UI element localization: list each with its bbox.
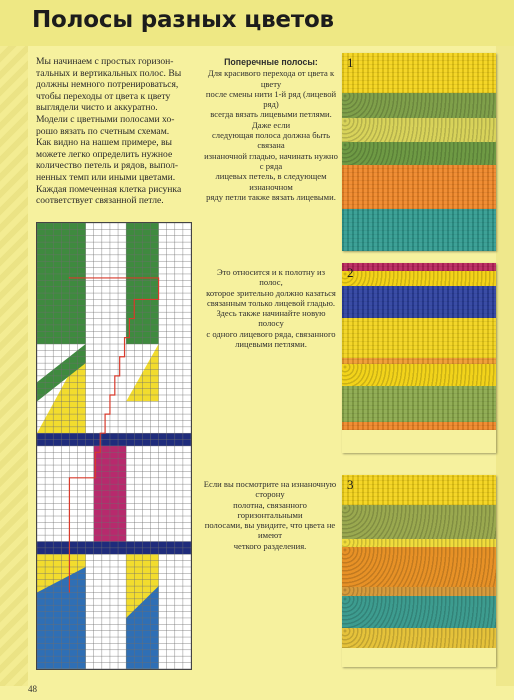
- swatch-stripe: [342, 142, 496, 165]
- intro-line: Каждая помеченная клетка рисунка: [36, 183, 182, 195]
- intro-line: тальных и вертикальных полос. Вы: [36, 67, 182, 79]
- knit-swatch-2: [342, 263, 496, 453]
- intro-line: чтобы переходы от цвета к цвету: [36, 90, 171, 102]
- caption-line: лицевых петель, в следующем изнаночном: [215, 171, 327, 192]
- intro-line: Мы начинаем с простых горизон-: [36, 56, 174, 67]
- swatch-stripe: [342, 318, 496, 358]
- swatch-stripe: [342, 475, 496, 505]
- knitting-chart-grid: [37, 223, 191, 669]
- caption-line: всегда вязать лицевыми петлями. Даже если: [210, 109, 332, 130]
- caption-line: следующая полоса должна быть связана: [211, 130, 331, 151]
- swatch-stripe: [342, 596, 496, 628]
- swatch-stripe: [342, 286, 496, 318]
- intro-line: можете легко определить нужное: [36, 148, 173, 160]
- intro-line: должны немного потренироваться,: [36, 79, 179, 91]
- decorative-right-strip: [496, 46, 514, 686]
- swatch-stripe: [342, 539, 496, 547]
- swatch-number: 2: [347, 265, 354, 280]
- caption-wrong-side: [200, 479, 340, 551]
- swatch-number: 3: [347, 477, 354, 492]
- caption-title: Поперечные полосы:: [224, 57, 318, 67]
- caption-horizontal-stripes: [204, 57, 338, 202]
- swatch-stripe: [342, 547, 496, 587]
- caption-line: ряду петли также вязать лицевыми.: [206, 191, 336, 202]
- intro-line: Модели с цветными полосами хо-: [36, 113, 175, 125]
- swatch-stripe: [342, 93, 496, 118]
- knit-swatch-1: [342, 53, 496, 251]
- caption-line: Это относится и к полотну из полос,: [216, 267, 326, 288]
- caption-line: связанным только лицевой гладью.: [206, 297, 336, 308]
- intro-text: [36, 56, 196, 207]
- intro-line: соответствует связанной петле.: [36, 195, 164, 207]
- swatch-stripe: [342, 165, 496, 209]
- swatch-stripe: [342, 53, 496, 93]
- swatch-number: 1: [347, 55, 354, 70]
- caption-line: с одного лицевого ряда, связанного: [206, 328, 336, 339]
- swatch-stripe: [342, 364, 496, 386]
- swatch-stripe: [342, 263, 496, 271]
- knitting-chart: [36, 222, 192, 670]
- knit-swatch-3: [342, 475, 496, 667]
- caption-line: которое зрительно должно казаться: [206, 287, 336, 298]
- swatch-stripe: [342, 422, 496, 430]
- swatch-stripe: [342, 118, 496, 142]
- intro-line: выглядели чисто и аккуратно.: [36, 102, 158, 114]
- caption-line: изнаночной гладью, начинать нужно с ряда: [204, 150, 338, 171]
- swatch-stripe: [342, 386, 496, 422]
- swatch-stripe: [342, 271, 496, 286]
- swatch-stripe: [342, 505, 496, 539]
- swatch-stripe: [342, 628, 496, 648]
- caption-line: полотна, связанного горизонтальными: [233, 499, 307, 520]
- page-title: Полосы разных цветов: [32, 7, 334, 33]
- caption-line: четкого разделения.: [233, 540, 307, 551]
- caption-line: полосами, вы увидите, что цвета не имеют: [204, 520, 336, 541]
- intro-line: ненных темп или иными цветами.: [36, 171, 176, 183]
- intro-line: рошо вязать по счетным схемам.: [36, 125, 170, 137]
- caption-line: после смены нити 1-й ряд (лицевой ряд): [205, 88, 337, 110]
- intro-line: количество петель и рядов, выпол-: [36, 160, 179, 172]
- caption-line: Для красивого перехода от цвета к цвету: [207, 68, 335, 89]
- swatch-stripe: [342, 587, 496, 596]
- caption-line: лицевыми петлями.: [235, 339, 307, 350]
- caption-line: Если вы посмотрите на изнаночную сторону: [203, 479, 337, 500]
- intro-line: Как видно на нашем примере, вы: [36, 137, 172, 149]
- swatch-stripe: [342, 209, 496, 251]
- caption-line: Здесь также начинайте новую полосу: [216, 308, 326, 329]
- caption-stockinette: [206, 267, 336, 349]
- page-number: 48: [28, 684, 37, 694]
- decorative-left-strip: [0, 46, 28, 686]
